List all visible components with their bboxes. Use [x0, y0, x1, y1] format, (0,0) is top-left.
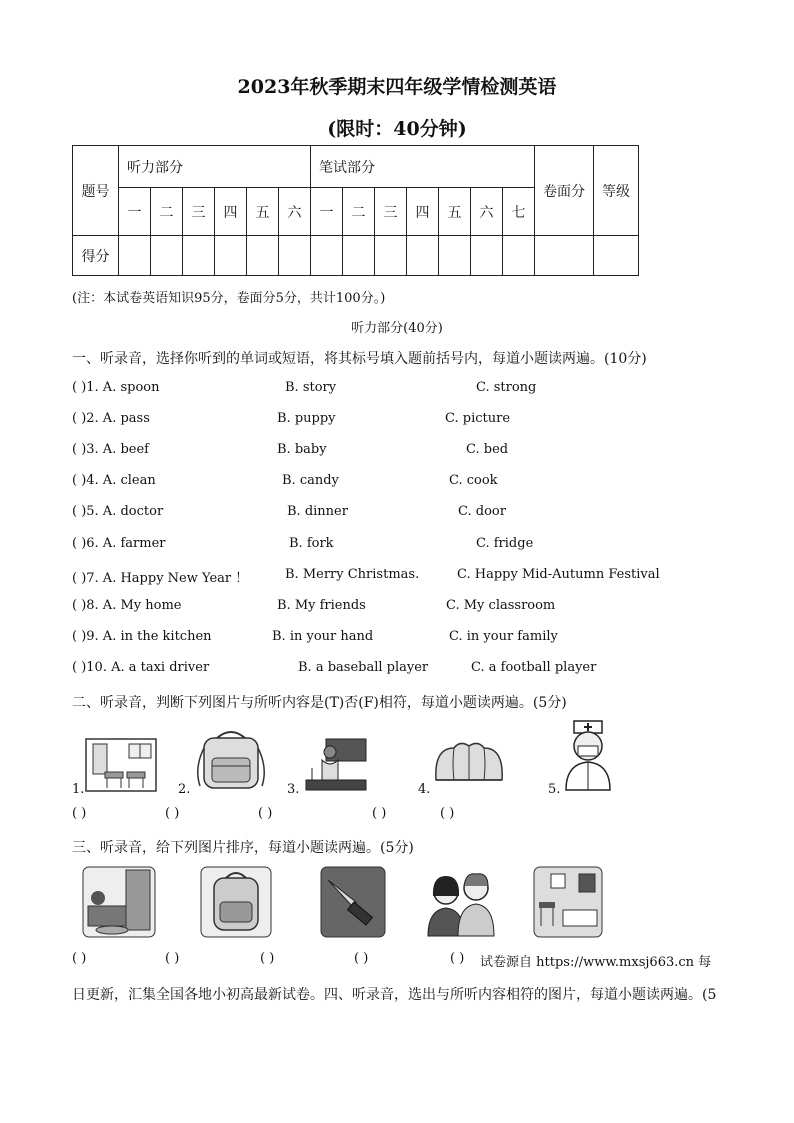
score-cell [343, 236, 375, 276]
option-c: C. door [458, 504, 506, 519]
write-num: 二 [343, 188, 375, 236]
answer-paren: ( ) [440, 806, 455, 821]
write-num: 六 [471, 188, 503, 236]
score-cell [471, 236, 503, 276]
listen-num: 三 [183, 188, 215, 236]
listen-num: 一 [119, 188, 151, 236]
listen-num: 二 [151, 188, 183, 236]
note: (注：本试卷英语知识95分，卷面分5分，共计100分。) [72, 291, 386, 306]
question-2: ( )2. A. pass [72, 411, 150, 426]
knife-picture [320, 866, 386, 938]
write-num: 三 [375, 188, 407, 236]
score-cell [119, 236, 151, 276]
order-paren: ( ) [260, 951, 275, 966]
pic-label-2: 2. [178, 782, 191, 797]
option-c: C. strong [476, 380, 537, 395]
answer-paren: ( ) [372, 806, 387, 821]
option-c: C. a football player [471, 660, 597, 675]
couple-picture [424, 866, 498, 938]
score-cell [183, 236, 215, 276]
section2-instruction: 二、听录音，判断下列图片与所听内容是(T)否(F)相符，每道小题读两遍。(5分) [72, 695, 567, 711]
score-cell [407, 236, 439, 276]
section4-intro: 日更新，汇集全国各地小初高最新试卷。四、听录音，选出与所听内容相符的图片，每道小题读两遍。(5 [72, 987, 717, 1003]
listen-num: 六 [279, 188, 311, 236]
answer-paren: ( ) [165, 806, 180, 821]
option-b: B. puppy [277, 411, 336, 426]
option-b: B. candy [282, 473, 339, 488]
living-room-picture [82, 866, 156, 938]
pic-label-3: 3. [287, 782, 300, 797]
option-b: B. story [285, 380, 337, 395]
answer-paren: ( ) [258, 806, 273, 821]
classroom-picture [85, 738, 157, 792]
question-3: ( )3. A. beef [72, 442, 149, 457]
option-c: C. fridge [476, 536, 534, 551]
schoolbag-picture [200, 866, 272, 938]
backpack-picture [192, 728, 270, 790]
question-6: ( )6. A. farmer [72, 536, 166, 551]
writing-label: 笔试部分 [311, 146, 535, 188]
page-title: 2023年秋季期末四年级学情检测英语 [237, 76, 557, 98]
order-paren: ( ) [165, 951, 180, 966]
score-cell [439, 236, 471, 276]
question-5: ( )5. A. doctor [72, 504, 164, 519]
source-ad-text: 试卷源自 https://www.mxsj663.cn 每 [480, 955, 712, 970]
order-paren: ( ) [354, 951, 369, 966]
score-cell [279, 236, 311, 276]
write-num: 七 [503, 188, 535, 236]
section3-instruction: 三、听录音，给下列图片排序，每道小题读两遍。(5分) [72, 840, 414, 856]
option-b: B. in your hand [272, 629, 374, 644]
page-subtitle: (限时：40分钟) [327, 118, 467, 140]
score-cell [151, 236, 183, 276]
listen-num: 四 [215, 188, 247, 236]
option-c: C. My classroom [446, 598, 556, 613]
order-paren: ( ) [450, 951, 465, 966]
question-1: ( )1. A. spoon [72, 380, 160, 395]
option-b: B. baby [277, 442, 327, 457]
listening-label: 听力部分 [119, 146, 311, 188]
option-c: C. bed [466, 442, 509, 457]
score-cell [535, 236, 594, 276]
score-table [72, 145, 639, 276]
doctor-picture [560, 720, 616, 792]
score-cell [247, 236, 279, 276]
question-8: ( )8. A. My home [72, 598, 182, 613]
score-cell [594, 236, 639, 276]
score-cell [503, 236, 535, 276]
score-cell [311, 236, 343, 276]
score-label: 得分 [73, 236, 119, 276]
answer-paren: ( ) [72, 806, 87, 821]
question-7: ( )7. A. Happy New Year ！ [72, 571, 249, 586]
option-c: C. in your family [449, 629, 558, 644]
write-num: 四 [407, 188, 439, 236]
paper-score-label: 卷面分 [535, 146, 594, 236]
option-b: B. My friends [277, 598, 366, 613]
option-b: B. a baseball player [298, 660, 429, 675]
cooking-picture [300, 738, 370, 792]
write-num: 一 [311, 188, 343, 236]
write-num: 五 [439, 188, 471, 236]
row-label: 题号 [73, 146, 119, 236]
bedroom-picture [533, 866, 603, 938]
order-paren: ( ) [72, 951, 87, 966]
score-cell [215, 236, 247, 276]
option-b: B. Merry Christmas. [285, 567, 420, 582]
question-9: ( )9. A. in the kitchen [72, 629, 212, 644]
bread-picture [432, 740, 506, 790]
pic-label-1: 1. [72, 782, 85, 797]
option-c: C. picture [445, 411, 511, 426]
option-b: B. dinner [287, 504, 348, 519]
question-4: ( )4. A. clean [72, 473, 156, 488]
listening-header: 听力部分(40分) [351, 321, 443, 336]
section1-instruction: 一、听录音，选择你听到的单词或短语，将其标号填入题前括号内，每道小题读两遍。(10分) [72, 351, 647, 367]
option-c: C. cook [449, 473, 498, 488]
score-cell [375, 236, 407, 276]
question-10: ( )10. A. a taxi driver [72, 660, 210, 675]
grade-label: 等级 [594, 146, 639, 236]
pic-label-5: 5. [548, 782, 561, 797]
listen-num: 五 [247, 188, 279, 236]
pic-label-4: 4. [418, 782, 431, 797]
option-b: B. fork [289, 536, 334, 551]
option-c: C. Happy Mid-Autumn Festival [457, 567, 660, 582]
